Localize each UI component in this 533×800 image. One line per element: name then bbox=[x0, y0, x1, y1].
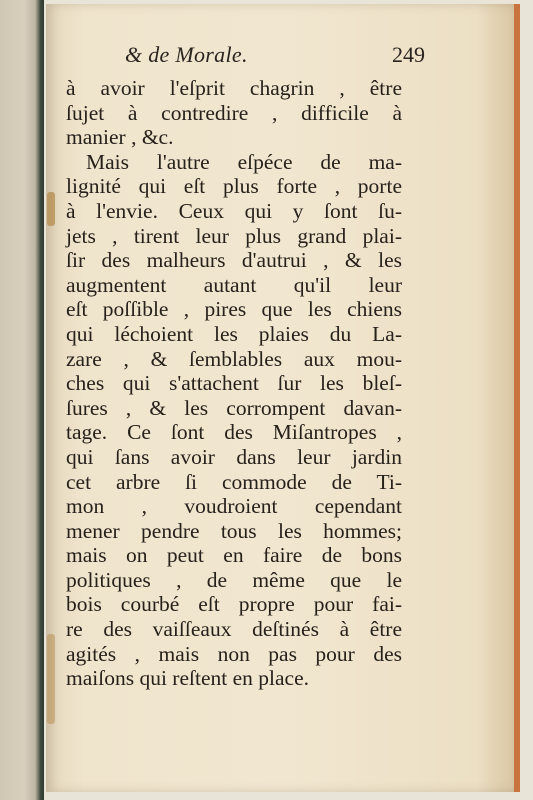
text-line: zare , & ſemblables aux mou- bbox=[66, 346, 402, 371]
running-head: & de Morale. bbox=[125, 42, 248, 67]
text-line: agités , mais non pas pour des bbox=[66, 641, 402, 666]
text-line: mon , voudroient cependant bbox=[66, 494, 402, 519]
text-line: à l'envie. Ceux qui y ſont ſu- bbox=[66, 198, 402, 223]
facing-page-bleed bbox=[2, 60, 38, 740]
text-line: à avoir l'eſprit chagrin , être bbox=[66, 76, 402, 100]
text-line: mener pendre tous les hommes; bbox=[66, 518, 402, 543]
page-header bbox=[125, 42, 425, 72]
body-text bbox=[66, 76, 402, 691]
text-line: ſir des malheurs d'autrui , & les bbox=[66, 248, 402, 273]
text-line: qui ſans avoir dans leur jardin bbox=[66, 444, 402, 469]
text-line: manier , &c. bbox=[66, 125, 174, 150]
text-line: ſures , & les corrompent davan- bbox=[66, 395, 402, 420]
text-line: Mais l'autre eſpéce de ma- bbox=[86, 149, 402, 174]
text-line: politiques , de même que le bbox=[66, 567, 402, 592]
page-number: 249 bbox=[392, 42, 425, 67]
text-line: re des vaiſſeaux deſtinés à être bbox=[66, 617, 402, 642]
text-line: lignité qui eſt plus forte , porte bbox=[66, 174, 402, 199]
text-line: eſt poſſible , pires que les chiens bbox=[66, 297, 402, 322]
text-line: ſujet à contredire , difficile à bbox=[66, 100, 402, 125]
text-line: tage. Ce ſont des Miſantropes , bbox=[66, 420, 402, 445]
book-spine bbox=[0, 0, 44, 800]
text-line: ches qui s'attachent ſur les bleſ- bbox=[66, 371, 402, 396]
text-line: bois courbé eſt propre pour fai- bbox=[66, 592, 402, 617]
text-line: mais on peut en faire de bons bbox=[66, 543, 402, 568]
text-line: augmentent autant qu'il leur bbox=[66, 272, 402, 297]
text-line: qui léchoient les plaies du La- bbox=[66, 321, 402, 346]
text-line: cet arbre ſi commode de Ti- bbox=[66, 469, 402, 494]
page-edge-stain bbox=[47, 634, 55, 724]
text-line: maiſons qui reſtent en place. bbox=[66, 666, 309, 691]
text-line: jets , tirent leur plus grand plai- bbox=[66, 223, 402, 248]
page-edge-stain bbox=[47, 192, 55, 226]
